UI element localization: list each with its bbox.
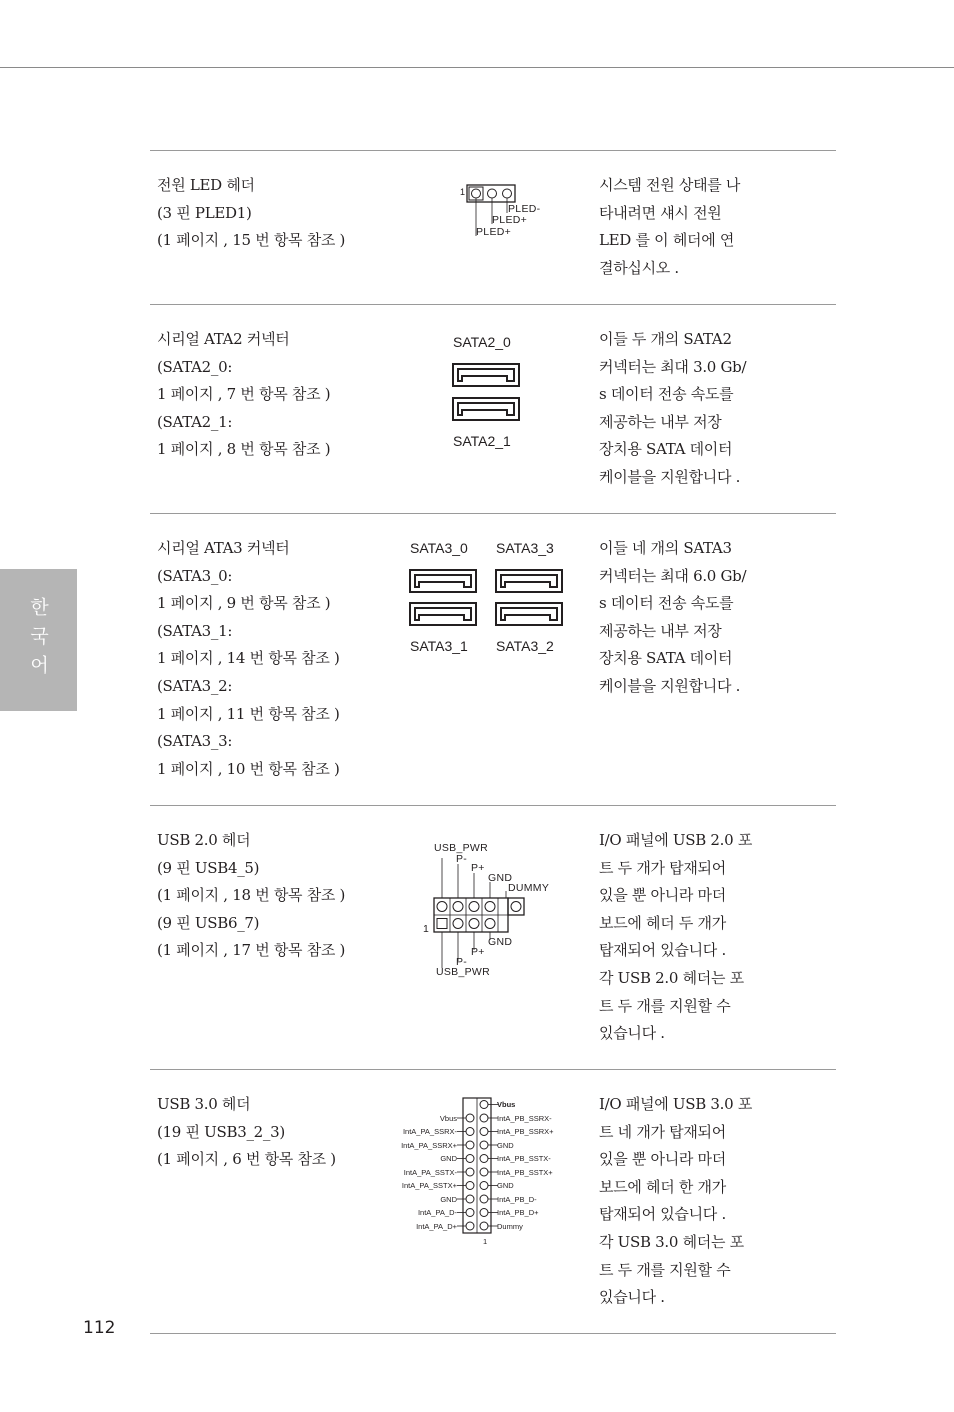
usb3-right-pin-label: IntA_PB_SSRX+: [497, 1127, 554, 1136]
text-line: (SATA3_3:: [157, 732, 233, 751]
usb3-pin: [466, 1155, 474, 1163]
usb2-description: [157, 827, 397, 965]
usb3-description: [157, 1091, 397, 1174]
usb3-right-pin-label: Dummy: [497, 1221, 523, 1231]
usb3-pin: [480, 1155, 488, 1163]
text-line: 1 페이지 , 14 번 항목 참조 ): [157, 649, 340, 668]
text-line: 결하십시오 .: [599, 258, 679, 277]
text-line: (9 핀 USB4_5): [157, 858, 260, 877]
text-line: (9 핀 USB6_7): [157, 913, 260, 932]
usb2-pin-label: GND: [488, 872, 513, 884]
text-line: 있습니다 .: [599, 1288, 665, 1307]
sata-connector-icon: [452, 397, 520, 421]
text-line: (SATA3_0:: [157, 566, 233, 585]
text-line: 보드에 헤더 두 개가: [599, 913, 726, 932]
text-line: s 데이터 전송 속도를: [599, 385, 734, 404]
text-line: 1 페이지 , 8 번 항목 참조 ): [157, 440, 331, 459]
text-line: (1 페이지 , 15 번 항목 참조 ): [157, 231, 346, 250]
usb3-pin: [480, 1168, 488, 1176]
usb2-pin-label: P-: [456, 956, 468, 968]
text-line: 보드에 헤더 한 개가: [599, 1177, 726, 1196]
usb3-explanation: [599, 1091, 799, 1312]
usb3-right-pin-label: Vbus: [497, 1100, 516, 1109]
usb3-pin1-label: 1: [483, 1237, 488, 1246]
usb2-pin-label: P+: [471, 862, 485, 874]
usb2-pin-label: P+: [471, 946, 485, 958]
text-line: 있습니다 .: [599, 1024, 665, 1043]
pin-label-pled-minus: PLED-: [508, 203, 541, 215]
text-line: 제공하는 내부 저장: [599, 621, 722, 640]
text-line: 1 페이지 , 7 번 항목 참조 ): [157, 385, 331, 404]
section-divider: [150, 805, 836, 806]
usb3-left-pin-label: GND: [440, 1194, 457, 1204]
text-line: 탑재되어 있습니다 .: [599, 941, 726, 960]
text-line: (19 핀 USB3_2_3): [157, 1122, 285, 1141]
usb3-pin: [466, 1128, 474, 1136]
text-line: 전원 LED 헤더: [157, 176, 255, 194]
pled-explanation: [599, 172, 799, 282]
usb2-pin-label: USB_PWR: [434, 842, 489, 854]
usb3-right-pin-label: IntA_PB_SSRX-: [497, 1113, 552, 1123]
text-line: (SATA2_1:: [157, 412, 233, 431]
text-line: 1 페이지 , 9 번 항목 참조 ): [157, 594, 331, 613]
section-divider: [150, 1069, 836, 1070]
usb2-explanation: [599, 827, 799, 1048]
usb3-pin: [466, 1114, 474, 1122]
text-line: (SATA2_0:: [157, 357, 233, 376]
text-line: 커넥터는 최대 3.0 Gb/: [599, 357, 747, 376]
text-line: 시리얼 ATA3 커넥터: [157, 539, 290, 557]
usb2-pin1-label: 1: [423, 923, 430, 935]
text-line: 케이블을 지원합니다 .: [599, 467, 741, 486]
sata3-1-label: SATA3_1: [410, 638, 468, 654]
usb3-right-pin-label: IntA_PB_SSTX-: [497, 1154, 551, 1163]
text-line: 각 USB 3.0 헤더는 포: [599, 1232, 744, 1251]
text-line: 1 페이지 , 11 번 항목 참조 ): [157, 704, 340, 723]
usb3-pin: [480, 1141, 488, 1149]
text-line: 장치용 SATA 데이터: [599, 649, 733, 668]
sata3-description: [157, 535, 397, 783]
text-line: 이들 두 개의 SATA2: [599, 330, 732, 348]
sata2-1-label: SATA2_1: [453, 433, 511, 449]
text-line: (1 페이지 , 18 번 항목 참조 ): [157, 886, 346, 905]
usb2-pin-label: DUMMY: [508, 882, 550, 894]
text-line: USB 2.0 헤더: [157, 831, 251, 849]
text-line: 트 두 개를 지원할 수: [599, 1260, 731, 1279]
usb3-pin: [466, 1168, 474, 1176]
sata2-explanation: [599, 326, 799, 492]
sata-connector-icon: [495, 569, 563, 593]
section-divider: [150, 513, 836, 514]
usb3-pin: [480, 1101, 488, 1109]
usb3-pin: [480, 1222, 488, 1230]
usb3-header-diagram: [456, 1096, 500, 1238]
usb3-right-pin-label: GND: [497, 1140, 514, 1150]
usb3-pin: [466, 1182, 474, 1190]
text-line: I/O 패널에 USB 2.0 포: [599, 831, 753, 849]
text-line: (1 페이지 , 6 번 항목 참조 ): [157, 1150, 336, 1169]
usb2-pin-label: USB_PWR: [436, 966, 491, 978]
usb3-left-pin-label: IntA_PA_SSTX-: [403, 1167, 457, 1177]
text-line: 트 두 개가 탑재되어: [599, 858, 726, 877]
usb2-pin-label: P-: [456, 853, 468, 865]
text-line: 탑재되어 있습니다 .: [599, 1205, 726, 1224]
usb3-right-pin-label: IntA_PB_SSTX+: [497, 1167, 553, 1177]
usb3-pin: [480, 1195, 488, 1203]
sata3-0-label: SATA3_0: [410, 540, 468, 556]
text-line: 트 두 개를 지원할 수: [599, 996, 731, 1015]
text-line: 타내려면 섀시 전원: [599, 203, 722, 222]
usb3-pin: [466, 1222, 474, 1230]
text-line: 각 USB 2.0 헤더는 포: [599, 968, 744, 987]
text-line: (SATA3_2:: [157, 676, 233, 695]
text-line: 있을 뿐 아니라 마더: [599, 886, 726, 905]
text-line: 제공하는 내부 저장: [599, 412, 722, 431]
usb3-pin: [480, 1182, 488, 1190]
sata2-0-label: SATA2_0: [453, 334, 511, 350]
sata-connector-icon: [495, 602, 563, 626]
usb3-left-pin-label: IntA_PA_SSRX+: [401, 1140, 457, 1150]
text-line: 1 페이지 , 10 번 항목 참조 ): [157, 759, 340, 778]
section-divider: [150, 150, 836, 151]
top-rule: [0, 67, 954, 68]
sata3-explanation: [599, 535, 799, 701]
usb3-pin: [480, 1114, 488, 1122]
usb2-pin-label: GND: [488, 936, 513, 948]
text-line: (1 페이지 , 17 번 항목 참조 ): [157, 941, 346, 960]
sata-connector-icon: [409, 602, 477, 626]
text-line: 시스템 전원 상태를 나: [599, 176, 741, 194]
text-line: 이들 네 개의 SATA3: [599, 539, 732, 557]
usb3-left-pin-label: IntA_PA_D+: [416, 1221, 457, 1231]
pin1-label: 1: [460, 187, 466, 197]
text-line: (3 핀 PLED1): [157, 203, 252, 222]
text-line: I/O 패널에 USB 3.0 포: [599, 1095, 753, 1113]
language-side-tab: [0, 569, 77, 711]
usb3-pin: [466, 1195, 474, 1203]
usb3-pin: [480, 1128, 488, 1136]
text-line: USB 3.0 헤더: [157, 1095, 251, 1113]
sata-connector-icon: [409, 569, 477, 593]
section-divider: [150, 1333, 836, 1334]
text-line: 커넥터는 최대 6.0 Gb/: [599, 566, 747, 585]
usb3-pin: [466, 1141, 474, 1149]
pled-description: [157, 172, 397, 255]
text-line: (SATA3_1:: [157, 621, 233, 640]
text-line: 트 네 개가 탑재되어: [599, 1122, 726, 1141]
sata3-3-label: SATA3_3: [496, 540, 554, 556]
page-number: 112: [83, 1318, 116, 1338]
usb3-left-pin-label: IntA_PA_SSTX+: [401, 1181, 457, 1190]
text-line: 케이블을 지원합니다 .: [599, 676, 741, 695]
sata2-description: [157, 326, 397, 464]
sata-connector-icon: [452, 363, 520, 387]
usb3-left-pin-label: IntA_PA_D-: [417, 1208, 457, 1217]
usb3-left-pin-label: GND: [440, 1154, 457, 1163]
usb3-left-pin-label: Vbus: [439, 1113, 457, 1123]
usb3-right-pin-label: IntA_PB_D-: [497, 1194, 537, 1204]
pin-label-pled-plus: PLED+: [492, 214, 528, 226]
usb3-pin: [480, 1209, 488, 1217]
side-tab-label: 한국어: [27, 596, 49, 684]
text-line: LED 를 이 헤더에 연: [599, 231, 735, 250]
sata3-2-label: SATA3_2: [496, 638, 554, 654]
text-line: s 데이터 전송 속도를: [599, 594, 734, 613]
usb3-right-pin-label: GND: [497, 1181, 514, 1190]
text-line: 시리얼 ATA2 커넥터: [157, 330, 290, 348]
usb3-right-pin-label: IntA_PB_D+: [497, 1208, 539, 1217]
text-line: 장치용 SATA 데이터: [599, 440, 733, 459]
pin-label-pled-plus: PLED+: [476, 226, 512, 238]
text-line: 있을 뿐 아니라 마더: [599, 1150, 726, 1169]
section-divider: [150, 304, 836, 305]
usb3-left-pin-label: IntA_PA_SSRX-: [402, 1127, 457, 1136]
usb3-pin: [466, 1209, 474, 1217]
